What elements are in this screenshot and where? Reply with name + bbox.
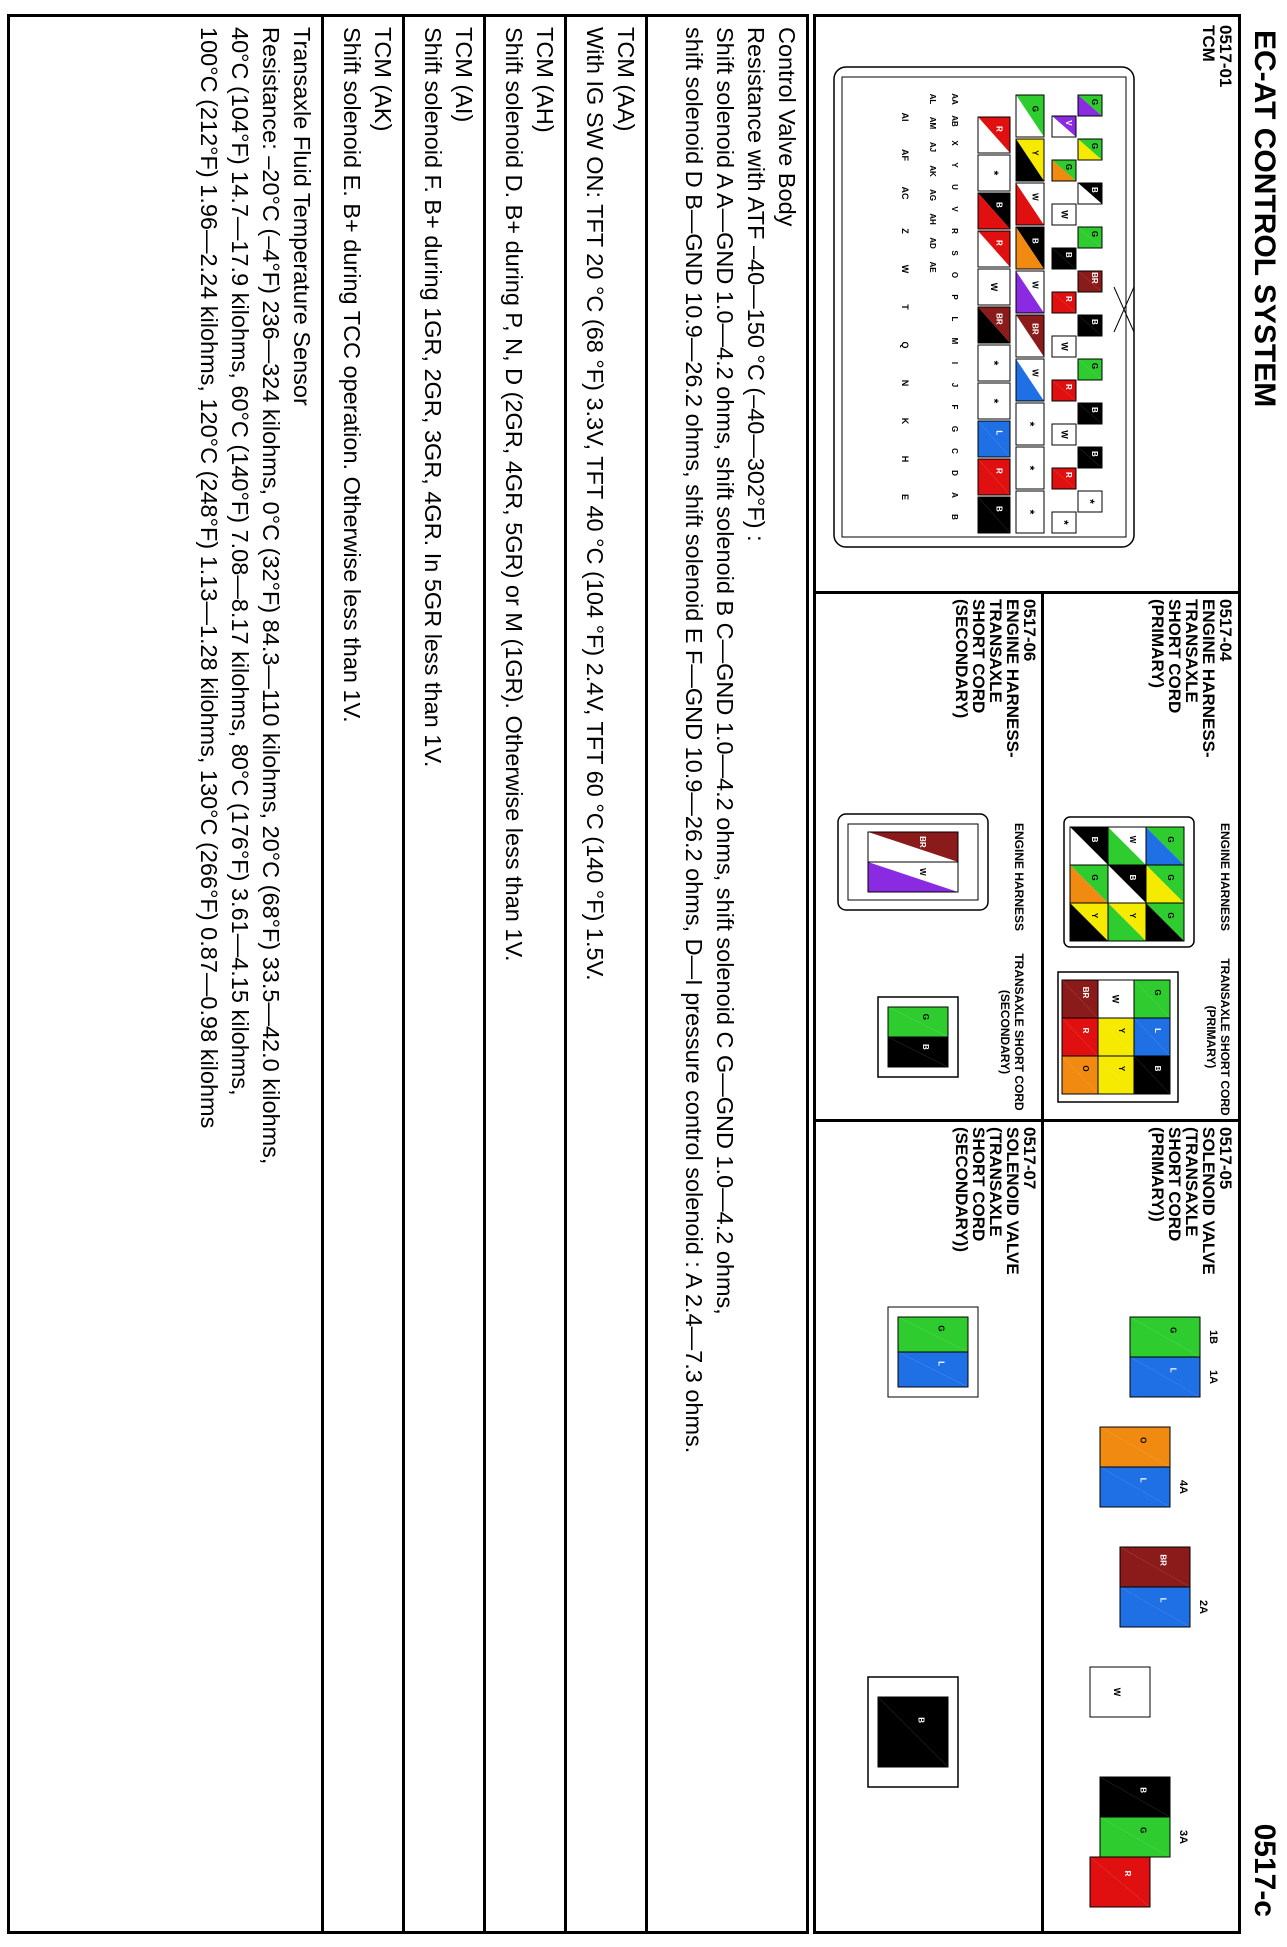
wire-code: * [1057, 520, 1071, 525]
section-line: With IG SW ON: TFT 20 °C (68 °F) 3.3V, TFT 40 °C (104 °F) 2.4V, TFT 60 °C (140 °F) 1.5V. [582, 27, 608, 981]
transaxle-primary-label: TRANSAXLE SHORT CORD (PRIMARY) [1204, 958, 1232, 1116]
wire-code: R [1063, 472, 1073, 478]
wire-code: Y [1090, 912, 1100, 919]
spec-section [498, 17, 564, 1931]
wire-code: L [994, 430, 1004, 436]
section-separator [402, 17, 405, 1931]
divider-horizontal [1041, 591, 1044, 1931]
divider-vertical-1 [816, 591, 1238, 594]
wire-code: B [1063, 252, 1073, 258]
pin-label: J [950, 382, 959, 388]
section-separator [483, 17, 486, 1931]
pin-label: AH [928, 213, 937, 225]
wire-code: V [1063, 120, 1073, 126]
section-heading: TCM (AI) [451, 27, 477, 123]
pin-label: AM [928, 116, 937, 130]
wire-code: BR [1089, 272, 1099, 284]
wire-code: * [987, 170, 1001, 176]
section-line: 100°C (212°F) 1.96—2.24 kilohms, 120°C (248°F) 1.13—1.28 kilohms, 130°C (266°F) 0.87—0.98 kilohms [196, 27, 222, 1129]
wire-code: B [1138, 1787, 1148, 1794]
wire-code: W [1030, 369, 1040, 377]
pin-label: C [950, 448, 959, 454]
wire-code: G [1089, 142, 1099, 150]
wire-code: L [1138, 1477, 1148, 1483]
wire-code: W [1128, 835, 1138, 844]
solenoid-valve-primary-diagram [1050, 1297, 1230, 1917]
divider-vertical-2 [816, 1119, 1238, 1122]
pin-label: E [900, 493, 910, 501]
engine-harness-secondary-diagram [828, 802, 998, 922]
tcm-connector-diagram [816, 47, 1142, 567]
page-title: EC-AT CONTROL SYSTEM [1248, 30, 1281, 408]
pin-label: AA [950, 93, 959, 105]
pin-label: AC [900, 186, 910, 200]
wire-code: G [1089, 362, 1099, 370]
pin-label: U [950, 184, 959, 190]
pin-label: I [950, 361, 959, 365]
wire-code: W [1059, 210, 1070, 219]
pin-label: 4A [1177, 1479, 1189, 1495]
wire-code: Y [1030, 150, 1040, 156]
wire-code: L [1158, 1597, 1168, 1603]
solenoid-valve-secondary-diagram [828, 1297, 988, 1917]
pin-label: Q [900, 341, 910, 349]
wire-code: B [994, 201, 1004, 208]
pin-label: 1A [1207, 1369, 1219, 1385]
spec-section [193, 17, 321, 1931]
wire-code: BR [994, 313, 1004, 325]
pin-label: K [900, 417, 910, 425]
wire-code: * [1023, 421, 1037, 427]
wire-code: R [1122, 1870, 1132, 1877]
wire-code: G [1166, 874, 1176, 881]
pin-label: F [950, 404, 959, 410]
pin-label: 3A [1177, 1829, 1189, 1845]
wire-code: * [1083, 499, 1097, 504]
section-line: Shift solenoid D. B+ during P, N, D (2GR, 4GR, 5GR) or M (1GR). Otherwise less than 1V. [501, 27, 527, 962]
pin-label: D [950, 470, 959, 476]
wire-code: G [1138, 1827, 1148, 1834]
transaxle-secondary-diagram [868, 987, 968, 1087]
transaxle-primary-diagram [1048, 962, 1198, 1112]
wire-code: B [1089, 319, 1099, 325]
wire-code: * [1023, 509, 1037, 515]
pin-label: AK [928, 165, 937, 177]
pin-label: G [950, 425, 959, 433]
pin-label: AD [928, 237, 937, 249]
pin-label: AB [950, 115, 959, 127]
wire-code: W [1030, 193, 1040, 201]
wire-code: B [916, 1717, 926, 1723]
page-number: 0517-c [1248, 1823, 1281, 1917]
wire-code: B [920, 1044, 930, 1050]
wire-code: W [1112, 1687, 1122, 1697]
wire-code: R [1080, 1027, 1090, 1034]
wire-code: BR [918, 836, 928, 848]
pin-label: Z [900, 228, 910, 234]
wire-code: * [1023, 465, 1037, 471]
pin-label: N [900, 379, 910, 387]
wire-code: B [1152, 1065, 1162, 1072]
wire-code: R [994, 239, 1004, 246]
pin-label: L [950, 316, 959, 322]
connector-label-0517-01: 0517-01 TCM [1199, 25, 1235, 88]
section-line: Shift solenoid E. B+ during TCC operation. Otherwise less than 1V. [339, 27, 365, 723]
section-line: 40°C (104°F) 14.7—17.9 kilohms, 60°C (140°F) 7.08—8.17 kilohms, 80°C (176°F) 3.61—4.15 kilohms, [227, 27, 253, 1096]
pin-label: X [950, 140, 959, 146]
pin-label: V [950, 206, 959, 212]
pin-label: 1B [1207, 1329, 1219, 1345]
specifications-panel [7, 14, 809, 1934]
wire-code: R [994, 467, 1004, 474]
wire-code: BR [1080, 986, 1090, 999]
wire-code: L [1168, 1367, 1178, 1373]
pin-label: AF [900, 149, 910, 161]
section-line: Resistance with ATF –40—150 °C (–40—302°F) : [743, 27, 769, 542]
wire-code: R [1063, 384, 1073, 390]
wire-code: O [1138, 1437, 1148, 1444]
wire-code: B [1128, 874, 1138, 881]
spec-section [336, 17, 402, 1931]
connector-label-0517-04: 0517-04 ENGINE HARNESS- TRANSAXLE SHORT CORD (PRIMARY) [1148, 599, 1235, 758]
wire-code: Y [1116, 1065, 1126, 1072]
section-line: Resistance: –20°C (–4°F) 236—324 kilohms, 0°C (32°F) 84.3—110 kilohms, 20°C (68°F) 33.5—42.0 kilohms, [258, 27, 284, 1165]
section-line: shift solenoid D B—GND 10.9—26.2 ohms, shift solenoid E F—GND 10.9—26.2 ohms, D—I pressure control solenoid : A 2.4—7.3 ohms. [681, 27, 707, 1454]
wire-code: W [918, 868, 928, 876]
section-line: Shift solenoid A A—GND 1.0—4.2 ohms, shift solenoid B C—GND 1.0—4.2 ohms, shift solenoid C G—GND 1.0—4.2 ohms, [712, 27, 738, 1315]
wire-code: G [1152, 989, 1162, 996]
wire-code: G [1166, 836, 1176, 843]
engine-harness-label: ENGINE HARNESS [1218, 822, 1232, 932]
wire-code: G [1090, 874, 1100, 881]
wire-code: Y [1128, 912, 1138, 919]
section-separator [564, 17, 567, 1931]
engine-harness-secondary-label: ENGINE HARNESS [1012, 822, 1026, 932]
wire-code: O [1080, 1065, 1090, 1072]
wire-code: B [994, 505, 1004, 512]
section-heading: Transaxle Fluid Temperature Sensor [289, 27, 315, 406]
engine-harness-primary-diagram [1050, 787, 1210, 987]
wire-code: * [987, 360, 1001, 366]
pin-label: AJ [928, 141, 937, 153]
pin-label: 2A [1197, 1599, 1209, 1615]
wire-code: R [1063, 296, 1073, 302]
wire-code: B [1030, 237, 1040, 244]
pin-label: T [900, 304, 910, 310]
wire-code: L [1152, 1028, 1162, 1033]
connector-label-0517-06: 0517-06 ENGINE HARNESS- TRANSAXLE SHORT CORD (SECONDARY) [952, 599, 1039, 758]
section-heading: TCM (AH) [532, 27, 558, 133]
wire-code: G [1166, 912, 1176, 919]
wire-code: Y [1116, 1027, 1126, 1034]
spec-section [579, 17, 645, 1931]
pin-label: AI [900, 112, 910, 122]
pin-label: AE [928, 261, 937, 273]
pin-label: AG [928, 189, 937, 201]
connector-label-0517-07: 0517-07 SOLENOID VALVE (TRANSAXLE SHORT CORD (SECONDARY)) [952, 1127, 1039, 1275]
wire-code: G [1089, 230, 1099, 238]
pin-label: H [900, 455, 910, 463]
connector-diagrams-panel [813, 14, 1241, 1934]
wire-code: B [1089, 187, 1099, 193]
wire-code: B [1090, 836, 1100, 843]
spec-section [417, 17, 483, 1931]
wire-code: B [1089, 451, 1099, 457]
pin-label: O [950, 271, 959, 279]
section-line: Shift solenoid F. B+ during 1GR, 2GR, 3GR, 4GR. In 5GR less than 1V. [420, 27, 446, 768]
wire-code: R [994, 125, 1004, 132]
wire-code: L [936, 1361, 946, 1366]
pin-label: R [950, 228, 959, 234]
pin-label: S [950, 250, 959, 256]
wire-code: * [987, 398, 1001, 404]
wire-code: G [1063, 163, 1073, 171]
wire-code: W [988, 282, 999, 292]
section-heading: TCM (AA) [613, 27, 639, 132]
wire-code: G [920, 1013, 930, 1021]
pin-label: Y [950, 162, 959, 168]
wire-code: W [1059, 342, 1070, 351]
pin-label: M [950, 337, 959, 345]
section-heading: Control Valve Body [774, 27, 800, 227]
wire-code: G [1089, 98, 1099, 106]
wire-code: BR [1030, 323, 1040, 335]
wire-code: G [1168, 1327, 1178, 1334]
section-separator [645, 17, 648, 1931]
section-separator [321, 17, 324, 1931]
wire-code: BR [1158, 1554, 1168, 1566]
spec-section [678, 17, 806, 1931]
pin-label: B [950, 514, 959, 520]
wire-code: G [936, 1325, 946, 1332]
wire-code: B [1089, 407, 1099, 413]
transaxle-secondary-label: TRANSAXLE SHORT CORD (SECONDARY) [998, 953, 1026, 1111]
wire-code: G [1030, 105, 1040, 112]
pin-label: P [950, 294, 959, 300]
pin-label: A [950, 492, 959, 498]
wire-code: W [1030, 281, 1040, 289]
section-heading: TCM (AK) [370, 27, 396, 132]
wire-code: W [1110, 994, 1121, 1004]
wire-code: W [1059, 430, 1070, 439]
pin-label: AL [928, 93, 937, 105]
connector-label-0517-05: 0517-05 SOLENOID VALVE (TRANSAXLE SHORT CORD (PRIMARY)) [1148, 1127, 1235, 1275]
pin-label: W [900, 264, 910, 274]
